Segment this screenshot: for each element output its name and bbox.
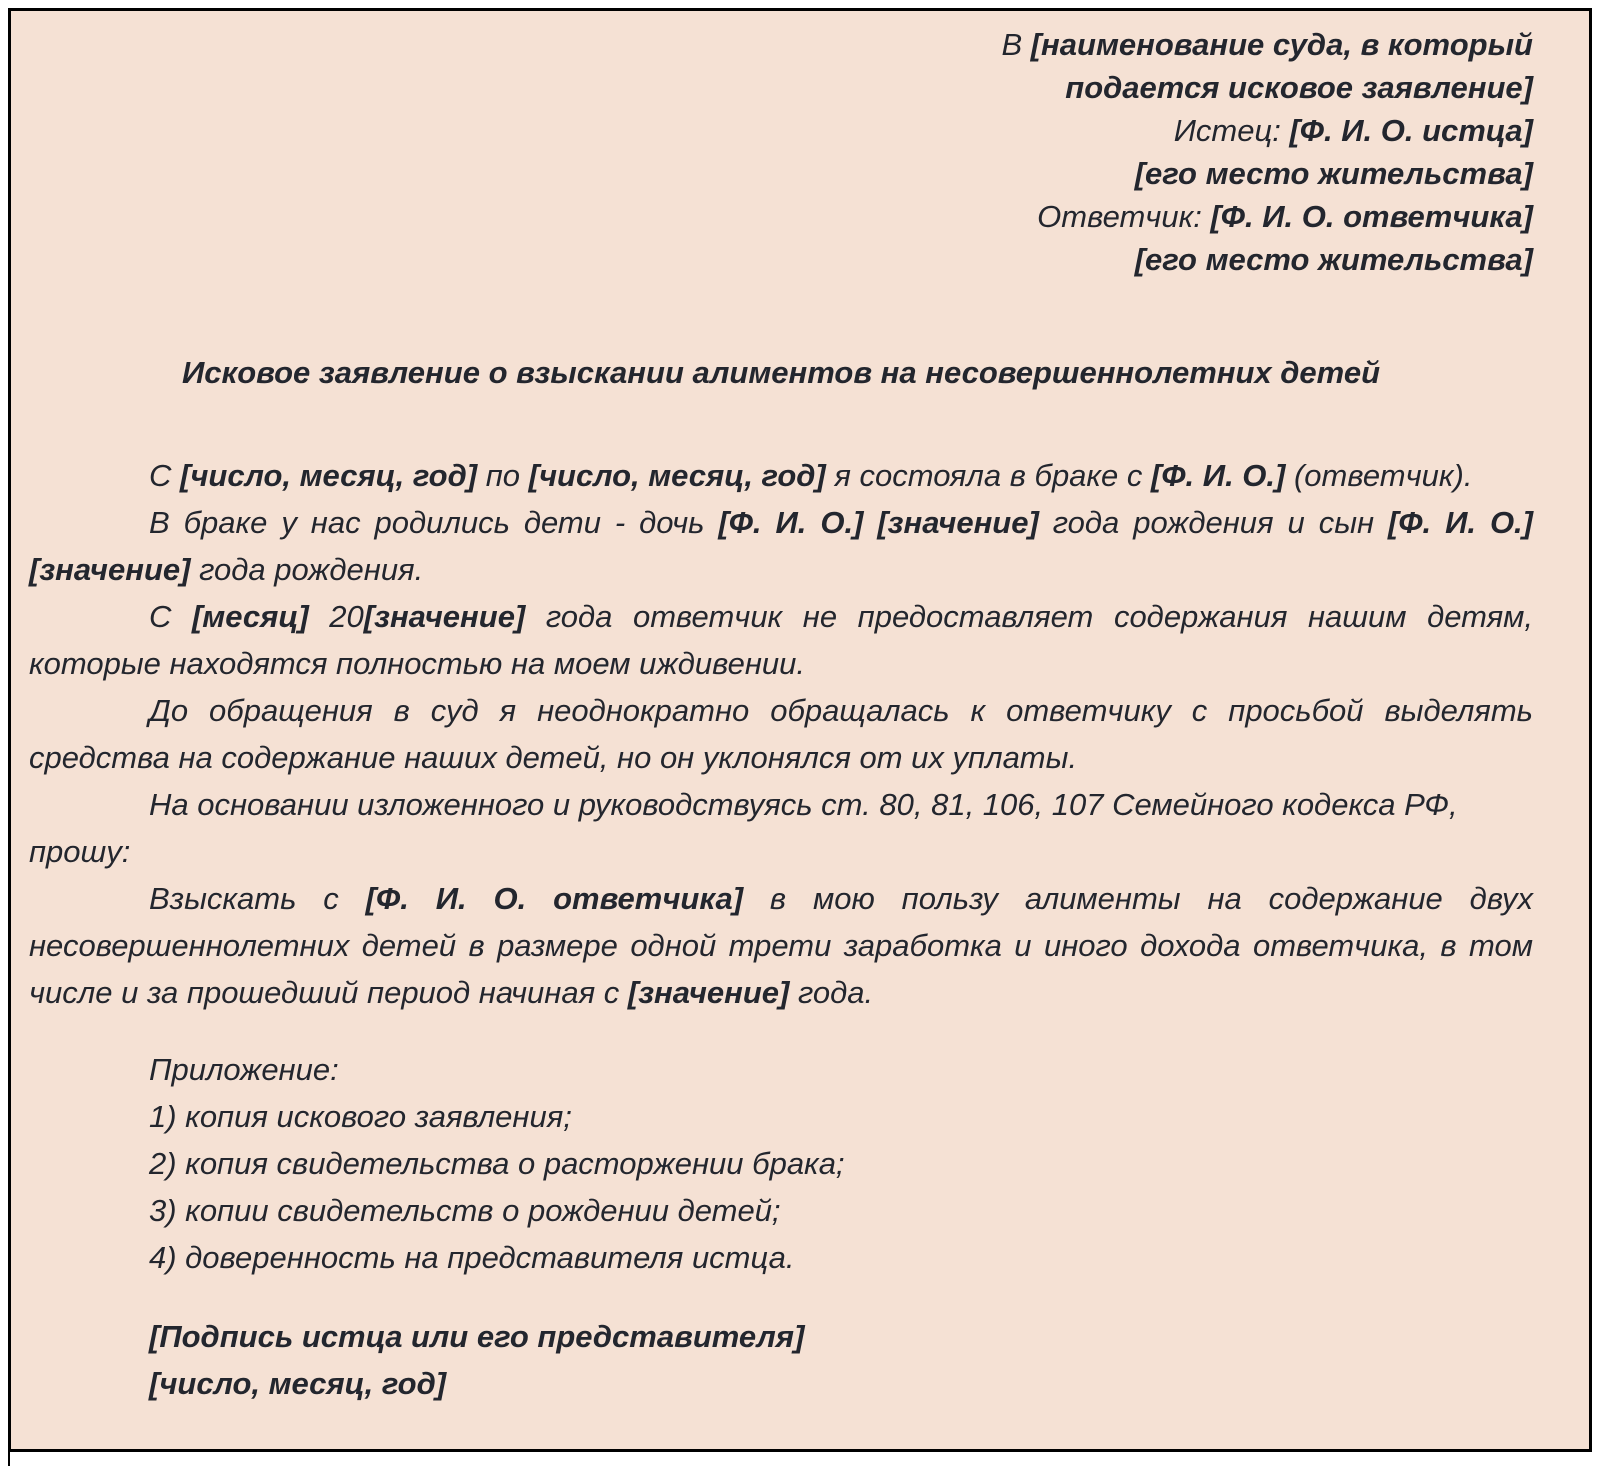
header-line-plaintiff	[29, 109, 1533, 152]
placeholder-fio: [Ф. И. О.]	[1388, 505, 1533, 540]
placeholder-defendant-fio: [Ф. И. О. ответчика]	[365, 881, 744, 916]
paragraph-no-support	[29, 593, 1533, 687]
cursor-tick	[8, 1452, 10, 1466]
text-segment: года рождения и сын	[1038, 505, 1389, 540]
paragraph-legal-basis	[29, 781, 1533, 875]
text-segment: В	[1001, 27, 1031, 62]
header-line-court	[29, 23, 1533, 66]
placeholder-defendant-address: [его место жительства]	[1134, 242, 1533, 277]
placeholder-court-name: [наименование суда, в который	[1030, 27, 1533, 62]
document-title: Исковое заявление о взыскании алиментов на несовершеннолетних детей	[181, 355, 1381, 390]
appendix-item: 3) копии свидетельств о рождении детей;	[149, 1193, 781, 1228]
text-segment: года рождения.	[190, 552, 424, 587]
placeholder-date: [число, месяц, год]	[180, 458, 478, 493]
appendix-item: 4) доверенность на представителя истца.	[149, 1240, 795, 1275]
paragraph-claim-demand	[29, 875, 1533, 1016]
placeholder-fio: [Ф. И. О.]	[1151, 458, 1286, 493]
text-segment: прошу:	[29, 834, 131, 869]
appendix-item: 1) копия искового заявления;	[149, 1099, 572, 1134]
text-segment: Ответчик:	[1037, 199, 1211, 234]
signature-block	[29, 1313, 1533, 1407]
text-segment: Истец:	[1173, 113, 1290, 148]
text-segment: 20	[308, 599, 364, 634]
text-segment: года.	[789, 975, 874, 1010]
header-line-court-cont	[29, 66, 1533, 109]
header-line-plaintiff-address	[29, 152, 1533, 195]
appendix-heading: Приложение:	[149, 1052, 339, 1087]
court-claim-document	[8, 8, 1592, 1452]
text-segment: в мою пользу алименты на содержание двух несовершеннолетних детей в размере одной трети заработка и иного дохода ответчика, в том числе и за прошедший период начиная с	[29, 881, 1533, 1010]
placeholder-defendant-name: [Ф. И. О. ответчика]	[1210, 199, 1533, 234]
placeholder-month: [месяц]	[191, 599, 309, 634]
placeholder-value: [значение]	[363, 599, 526, 634]
signature-line: [Подпись истца или его представителя]	[149, 1319, 805, 1354]
court-header-block	[29, 23, 1533, 281]
header-line-defendant-address	[29, 238, 1533, 281]
placeholder-fio: [Ф. И. О.]	[718, 505, 864, 540]
placeholder-value: [значение]	[877, 505, 1039, 540]
text-segment	[863, 505, 877, 540]
text-segment: С	[149, 599, 192, 634]
text-segment: (ответчик).	[1285, 458, 1473, 493]
text-segment: До обращения в суд я неоднократно обращалась к ответчику с просьбой выделять средства на содержание наших детей, но он уклонялся от их уплаты.	[29, 693, 1533, 775]
signature-date-line: [число, месяц, год]	[149, 1366, 447, 1401]
placeholder-value: [значение]	[29, 552, 191, 587]
appendix-block	[29, 1046, 1533, 1281]
paragraph-marriage-period	[29, 452, 1533, 499]
appendix-item: 2) копия свидетельства о расторжении брака;	[149, 1146, 845, 1181]
text-segment: С	[149, 458, 180, 493]
text-segment: На основании изложенного и руководствуясь ст. 80, 81, 106, 107 Семейного кодекса РФ,	[149, 787, 1458, 822]
text-segment: Взыскать с	[149, 881, 366, 916]
document-body	[29, 452, 1533, 1016]
text-segment: В браке у нас родились дети - дочь	[149, 505, 719, 540]
placeholder-value: [значение]	[627, 975, 790, 1010]
placeholder-court-name-cont: подается исковое заявление]	[1065, 70, 1533, 105]
text-segment: года ответчик не предоставляет содержания нашим детям, которые находятся полностью на моем иждивении.	[29, 599, 1534, 681]
header-line-defendant	[29, 195, 1533, 238]
paragraph-children-birth	[29, 499, 1533, 593]
placeholder-plaintiff-name: [Ф. И. О. истца]	[1289, 113, 1533, 148]
placeholder-plaintiff-address: [его место жительства]	[1134, 156, 1533, 191]
text-segment: я состояла в браке с	[825, 458, 1152, 493]
text-segment: по	[477, 458, 529, 493]
placeholder-date: [число, месяц, год]	[528, 458, 826, 493]
paragraph-pre-court-attempts	[29, 687, 1533, 781]
